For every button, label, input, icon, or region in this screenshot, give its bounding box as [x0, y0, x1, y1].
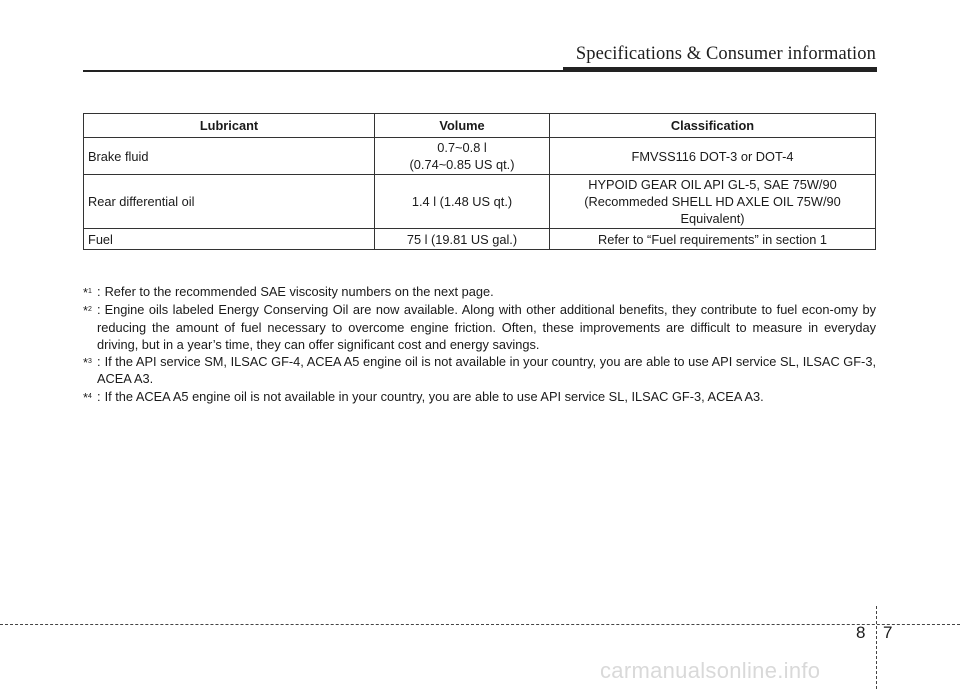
- table-row: [84, 138, 876, 175]
- lubricant-cell: Fuel: [84, 229, 375, 250]
- classification-line: Equivalent): [680, 211, 745, 226]
- footnote-marker: *$^1$: [83, 285, 92, 300]
- lubricant-table: [83, 113, 876, 250]
- lubricant-cell: Brake fluid: [84, 138, 375, 175]
- classification-line: Refer to “Fuel requirements” in section 1: [597, 231, 828, 247]
- footnotes: [83, 283, 876, 406]
- column-header-volume: Volume: [375, 114, 550, 138]
- classification-cell: [550, 138, 876, 175]
- footnote-marker: *$^3$: [83, 355, 92, 371]
- volume-line: 1.4 l (1.48 US qt.): [411, 194, 513, 209]
- volume-cell: [375, 138, 550, 175]
- footnote-text: If the ACEA A5 engine oil is not available in your country, you are able to use API service SL, ILSAC GF-3, ACEA A3.: [104, 388, 764, 404]
- volume-cell: [375, 229, 550, 250]
- volume-line: (0.74~0.85 US qt.): [409, 157, 515, 172]
- page-number: 7: [883, 623, 893, 642]
- watermark: carmanualsonline.info: [600, 658, 821, 683]
- volume-line: 0.7~0.8 l: [437, 140, 487, 155]
- header-rule-bold: [563, 67, 877, 72]
- table-row: [84, 175, 876, 229]
- classification-line: FMVSS116 DOT-3 or DOT-4: [631, 148, 794, 164]
- footnote: *$^1$ : Refer to the recommended SAE viscosity numbers on the next page.: [83, 284, 494, 300]
- footer-divider: [876, 606, 877, 689]
- classification-cell: [550, 175, 876, 229]
- footnote-text: Refer to the recommended SAE viscosity numbers on the next page.: [104, 284, 494, 299]
- section-title: Specifications & Consumer information: [575, 44, 876, 64]
- header-rule: [83, 70, 563, 72]
- classification-line: (Recommeded SHELL HD AXLE OIL 75W/90: [584, 194, 841, 209]
- chapter-number: 8: [856, 623, 866, 642]
- column-header-lubricant: Lubricant: [84, 114, 375, 138]
- footnote: *$^4$ : If the ACEA A5 engine oil is not available in your country, you are able to use API service SL, ILSAC GF-3, ACEA A3.: [83, 388, 764, 405]
- table-header-row: [84, 114, 876, 138]
- volume-line: 75 l (19.81 US gal.): [406, 231, 518, 247]
- footnote-marker: *$^2$: [83, 303, 92, 319]
- classification-line: HYPOID GEAR OIL API GL-5, SAE 75W/90: [588, 177, 837, 192]
- classification-cell: [550, 229, 876, 250]
- footnote: *$^3$ : If the API service SM, ILSAC GF-4, ACEA A5 engine oil is not available in your country, you are able to use API service SL, ILSAC GF-3, ACEA A3.: [83, 354, 876, 387]
- footnote-marker: *$^4$: [83, 389, 92, 405]
- footnote-text: If the API service SM, ILSAC GF-4, ACEA A5 engine oil is not available in your country, you are able to use API service SL, ILSAC GF-3, ACEA A3.: [97, 354, 876, 387]
- footer-rule: [0, 624, 960, 625]
- lubricant-cell: Rear differential oil: [84, 175, 375, 229]
- footnote-text: Engine oils labeled Energy Conserving Oil are now available. Along with other additional benefits, they contribute to fuel econ-omy by reducing the amount of fuel necessary to overcome engine friction. Often, these improvements are difficult to measure in everyday driving, but in a year’s time, they can offer significant cost and energy savings.: [97, 302, 876, 352]
- volume-cell: [375, 175, 550, 229]
- footnote: *$^2$ : Engine oils labeled Energy Conserving Oil are now available. Along with other additional benefits, they contribute to fuel econ-omy by reducing the amount of fuel necessary to overcome engine friction. Often, these improvements are difficult to measure in everyday driving, but in a year’s time, they can offer significant cost and energy savings.: [83, 302, 876, 352]
- table-row: [84, 229, 876, 250]
- column-header-classification: Classification: [550, 114, 876, 138]
